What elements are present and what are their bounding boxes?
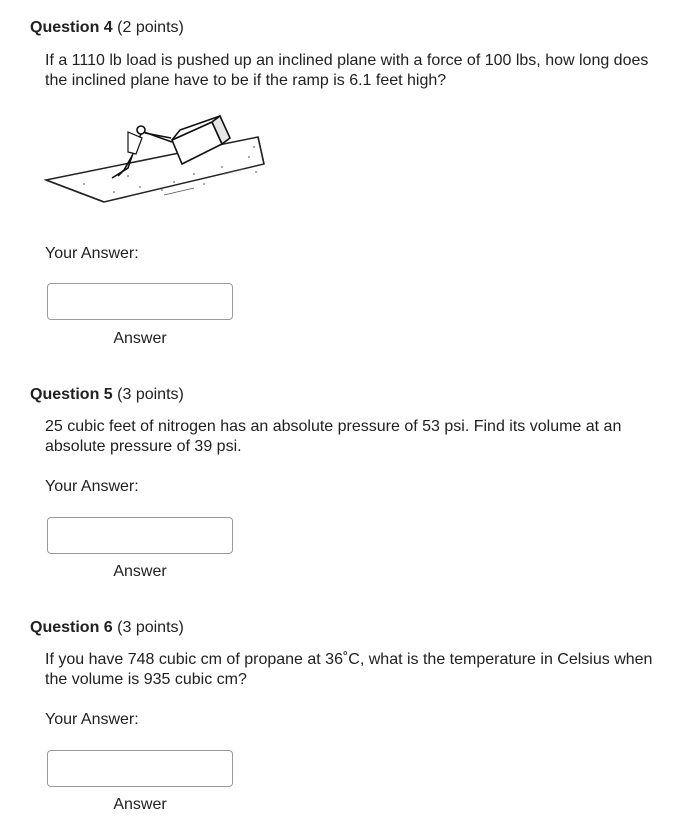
- question-text: If a 1110 lb load is pushed up an inclined plane with a force of 100 lbs, how long does the inclined plane have to be if the ramp is 6.1 feet high?: [45, 52, 649, 89]
- question-points: (2 points): [117, 19, 184, 36]
- question-text: 25 cubic feet of nitrogen has an absolute pressure of 53 psi. Find its volume at an absolute pressure of 39 psi.: [45, 418, 622, 455]
- question-title: [30, 618, 184, 638]
- question-name: Question 6: [30, 619, 113, 636]
- question-points: (3 points): [117, 619, 184, 636]
- question-text: If you have 748 cubic cm of propane at 36˚C, what is the temperature in Celsius when the volume is 935 cubic cm?: [45, 651, 653, 688]
- your-answer-label: Your Answer:: [45, 245, 139, 262]
- your-answer-label: Your Answer:: [45, 711, 139, 728]
- question-name: Question 5: [30, 386, 113, 403]
- question-name: Question 4: [30, 19, 113, 36]
- answer-caption: Answer: [113, 330, 167, 347]
- answer-caption: Answer: [113, 796, 167, 813]
- question-points: (3 points): [117, 386, 184, 403]
- your-answer-label: Your Answer:: [45, 478, 139, 495]
- answer-caption: Answer: [113, 563, 167, 580]
- answer-input[interactable]: [47, 750, 233, 787]
